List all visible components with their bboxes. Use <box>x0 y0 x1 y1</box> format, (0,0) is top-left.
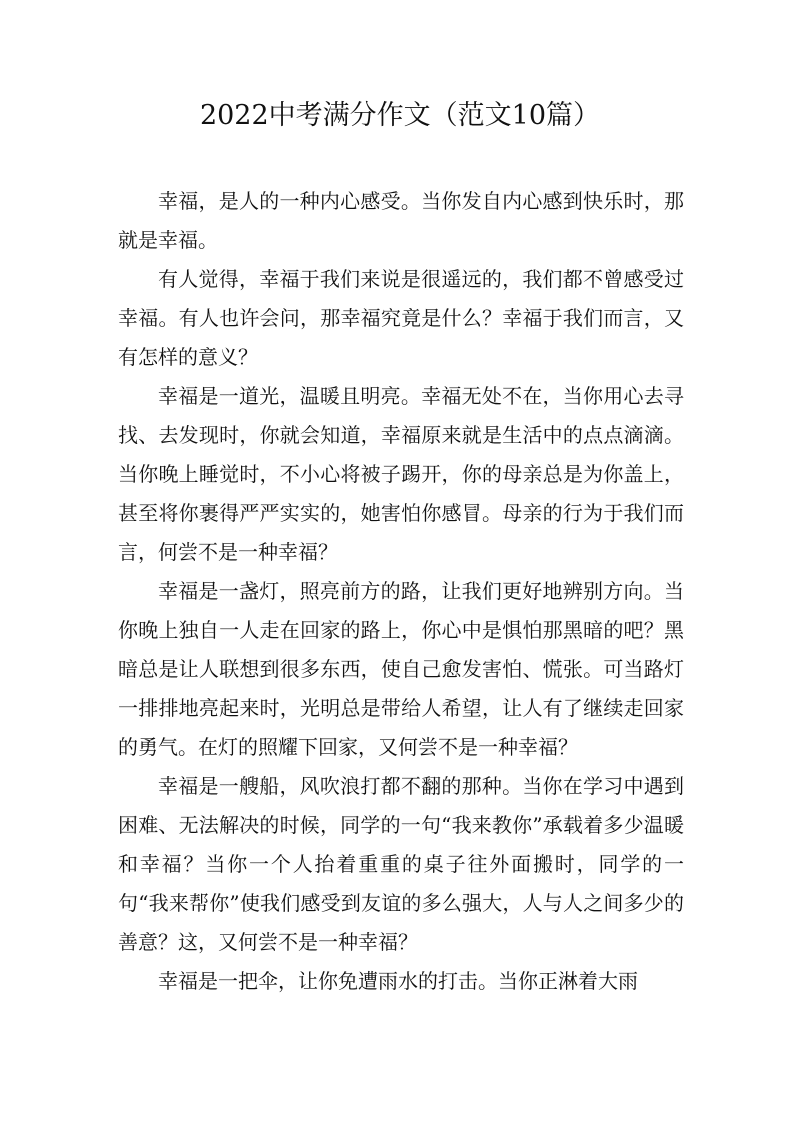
paragraph: 幸福是一艘船，风吹浪打都不翻的那种。当你在学习中遇到困难、无法解决的时候，同学的一句“我来教你”承载着多少温暖和幸福？当你一个人抬着重重的桌子往外面搬时，同学的一句“我来帮你”使我们感受到友谊的多么强大，人与人之间多少的善意？这，又何尝不是一种幸福？ <box>118 774 684 954</box>
paragraph: 幸福，是人的一种内心感受。当你发自内心感到快乐时，那就是幸福。 <box>118 189 684 252</box>
document-body <box>118 182 684 1001</box>
paragraph: 幸福是一道光，温暖且明亮。幸福无处不在，当你用心去寻找、去发现时，你就会知道，幸福原来就是生活中的点点滴滴。当你晚上睡觉时，不小心将被子踢开，你的母亲总是为你盖上，甚至将你裹得严严实实的，她害怕你感冒。母亲的行为于我们而言，何尝不是一种幸福？ <box>118 384 684 564</box>
document-title: 2022中考满分作文（范文10篇） <box>199 100 601 131</box>
paragraph: 幸福是一盏灯，照亮前方的路，让我们更好地辨别方向。当你晚上独自一人走在回家的路上，你心中是惧怕那黑暗的吧？黑暗总是让人联想到很多东西，使自己愈发害怕、慌张。可当路灯一排排地亮起来时，光明总是带给人希望，让人有了继续走回家的勇气。在灯的照耀下回家，又何尝不是一种幸福？ <box>118 579 684 759</box>
paragraph: 有人觉得，幸福于我们来说是很遥远的，我们都不曾感受过幸福。有人也许会问，那幸福究竟是什么？幸福于我们而言，又有怎样的意义？ <box>118 267 684 369</box>
paragraph: 幸福是一把伞，让你免遭雨水的打击。当你正淋着大雨 <box>158 969 638 993</box>
